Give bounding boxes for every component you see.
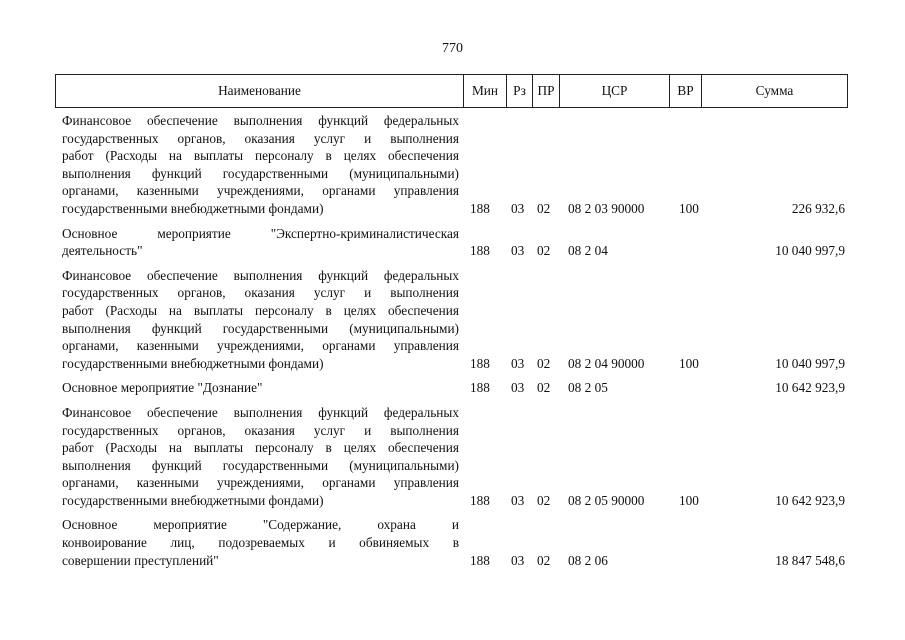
cell-pr: 02 (537, 355, 551, 371)
row-name-line: органами, казенными учреждениями, органами управления (62, 183, 459, 199)
table-row (0, 225, 905, 260)
header-pr: ПР (533, 75, 560, 108)
row-name-line: государственных органов, оказания услуг и выполнения (62, 130, 459, 146)
cell-sum: 10 642 923,9 (775, 380, 845, 396)
cell-csr: 08 2 05 90000 (568, 492, 645, 508)
row-name-line: государственными внебюджетными фондами) (62, 355, 324, 371)
cell-csr: 08 2 06 (568, 552, 608, 568)
cell-pr: 02 (537, 552, 551, 568)
row-name-line: органами, казенными учреждениями, органами управления (62, 475, 459, 491)
cell-vr: 100 (679, 492, 699, 508)
row-name-line: Финансовое обеспечение выполнения функций федеральных (62, 404, 459, 420)
cell-rz: 03 (511, 552, 525, 568)
row-name-line: государственными внебюджетными фондами) (62, 492, 324, 508)
header-name: Наименование (56, 75, 464, 108)
cell-min: 188 (470, 380, 490, 396)
cell-sum: 18 847 548,6 (775, 552, 845, 568)
cell-vr: 100 (679, 355, 699, 371)
cell-min: 188 (470, 355, 490, 371)
table-row (0, 404, 905, 510)
cell-min: 188 (470, 243, 490, 259)
cell-rz: 03 (511, 200, 525, 216)
table-row (0, 379, 905, 397)
table-row (0, 267, 905, 373)
row-name-line: выполнения функций государственными (муниципальными) (62, 457, 459, 473)
row-name-line: органами, казенными учреждениями, органами управления (62, 338, 459, 354)
header-vr: ВР (670, 75, 702, 108)
cell-rz: 03 (511, 243, 525, 259)
row-name-line: Основное мероприятие "Содержание, охрана и (62, 517, 459, 533)
cell-pr: 02 (537, 200, 551, 216)
row-name-line: Финансовое обеспечение выполнения функций федеральных (62, 113, 459, 128)
row-name-line: государственных органов, оказания услуг и выполнения (62, 422, 459, 438)
table-row (0, 112, 905, 218)
header-min: Мин (464, 75, 507, 108)
cell-vr: 100 (679, 200, 699, 216)
header-csr: ЦСР (560, 75, 670, 108)
cell-csr: 08 2 04 90000 (568, 355, 645, 371)
row-name-line: Основное мероприятие "Дознание" (62, 380, 263, 396)
row-name-line: конвоирование лиц, подозреваемых и обвиняемых в (62, 535, 459, 551)
page-number: 770 (442, 41, 463, 56)
row-name-line: работ (Расходы на выплаты персоналу в целях обеспечения (62, 440, 459, 456)
cell-pr: 02 (537, 380, 551, 396)
cell-rz: 03 (511, 492, 525, 508)
row-name-line: выполнения функций государственными (муниципальными) (62, 165, 459, 181)
table-row (0, 516, 905, 569)
header-sum: Сумма (702, 75, 848, 108)
cell-csr: 08 2 04 (568, 243, 608, 259)
cell-csr: 08 2 05 (568, 380, 608, 396)
row-name-line: работ (Расходы на выплаты персоналу в целях обеспечения (62, 148, 459, 164)
row-name-line: государственных органов, оказания услуг и выполнения (62, 285, 459, 301)
header-rz: Рз (507, 75, 533, 108)
cell-sum: 10 040 997,9 (775, 243, 845, 259)
cell-min: 188 (470, 200, 490, 216)
cell-min: 188 (470, 492, 490, 508)
row-name-line: Основное мероприятие "Экспертно-криминалистическая (62, 225, 459, 241)
row-name-line: работ (Расходы на выплаты персоналу в целях обеспечения (62, 302, 459, 318)
cell-rz: 03 (511, 355, 525, 371)
cell-csr: 08 2 03 90000 (568, 200, 645, 216)
cell-sum: 226 932,6 (791, 200, 845, 216)
row-name-line: совершении преступлений" (62, 552, 219, 568)
table-header (55, 74, 848, 108)
row-name-line: деятельность" (62, 243, 143, 259)
cell-rz: 03 (511, 380, 525, 396)
cell-min: 188 (470, 552, 490, 568)
cell-sum: 10 642 923,9 (775, 492, 845, 508)
row-name-line: государственными внебюджетными фондами) (62, 200, 324, 216)
cell-sum: 10 040 997,9 (775, 355, 845, 371)
budget-rows (0, 112, 905, 576)
row-name-line: Финансовое обеспечение выполнения функций федеральных (62, 267, 459, 283)
cell-pr: 02 (537, 243, 551, 259)
row-name-line: выполнения функций государственными (муниципальными) (62, 320, 459, 336)
cell-pr: 02 (537, 492, 551, 508)
